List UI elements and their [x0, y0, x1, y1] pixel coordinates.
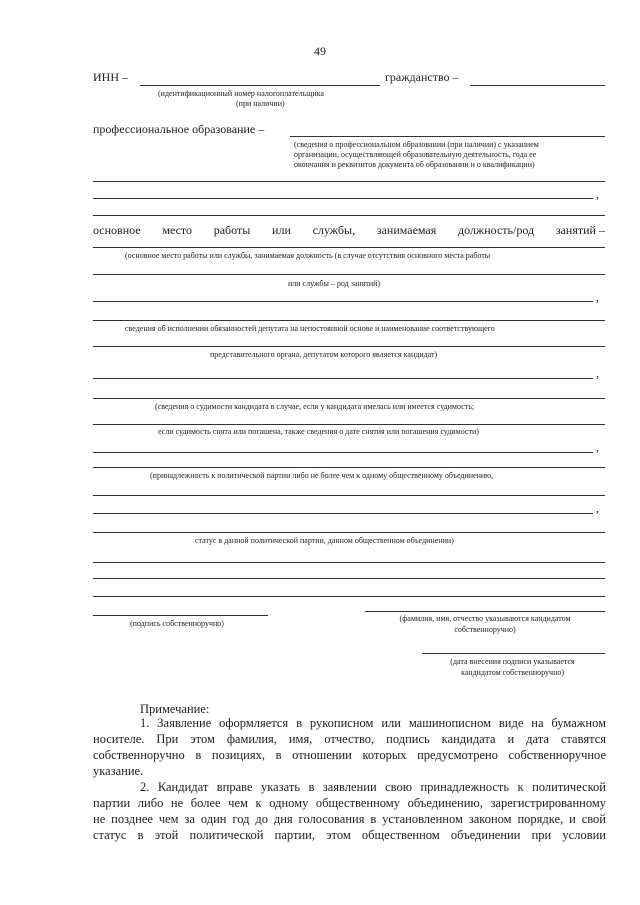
note-p2-line: партии либо не более чем к одному общественному объединению, зарегистрированному — [93, 796, 606, 810]
date-line[interactable] — [422, 653, 605, 654]
work-word: работы — [213, 223, 251, 237]
full-name-hint-1: (фамилия, имя, отчество указываются кандидатом — [399, 614, 571, 623]
comma: , — [596, 187, 599, 201]
comma: , — [596, 501, 599, 515]
citizenship-field-line[interactable] — [470, 85, 605, 86]
work-line-2[interactable] — [93, 274, 605, 275]
work-word: или — [272, 223, 291, 237]
full-name-line[interactable] — [365, 611, 605, 612]
work-word: место — [162, 223, 192, 237]
blank-line[interactable] — [93, 596, 605, 597]
conviction-line-3[interactable] — [93, 452, 593, 453]
work-word: занимаемая — [376, 223, 437, 237]
work-word: службы, — [312, 223, 356, 237]
education-label: профессиональное образование – — [93, 122, 265, 136]
party-line-3[interactable] — [93, 513, 593, 514]
deputy-hint-2: представительного органа, депутатом которого является кандидат) — [210, 350, 438, 359]
note-p2-line: 2. Кандидат вправе указать в заявлении свою принадлежность к политической — [140, 780, 606, 794]
party-hint-2: статус в данной политической партии, данном общественном объединении) — [195, 536, 454, 545]
date-hint-1: (дата внесения подписи указывается — [450, 657, 575, 666]
work-line-1[interactable] — [93, 247, 605, 248]
conviction-hint-1: (сведения о судимости кандидата в случае, если у кандидата имелась или имеется судимость; — [155, 402, 475, 411]
citizenship-label: гражданство – — [385, 70, 459, 84]
full-name-hint-2: собственноручно) — [454, 625, 516, 634]
note-p1-line: собственноручно в позициях, в отношении которых предусмотрено собственноручное — [93, 748, 606, 762]
note-p1-line: указание. — [93, 764, 144, 778]
work-word: занятий – — [555, 223, 605, 237]
education-hint-1: (сведения о профессиональном образовании (при наличии) с указанием — [294, 140, 539, 149]
blank-line[interactable] — [93, 562, 605, 563]
inn-label: ИНН – — [93, 70, 128, 84]
conviction-hint-2: если судимость снята или погашена, также сведения о дате снятия или погашения судимости) — [158, 427, 479, 436]
deputy-line-2[interactable] — [93, 346, 605, 347]
education-line-3[interactable] — [93, 198, 593, 199]
conviction-line-1[interactable] — [93, 398, 605, 399]
signature-line[interactable] — [93, 615, 268, 616]
blank-line[interactable] — [93, 578, 605, 579]
work-hint-1: (основное место работы или службы, занимаемая должность (в случае отсутствия основного места работы — [125, 251, 491, 260]
comma: , — [596, 440, 599, 454]
note-p2-line: статус в этой политической партии, этом общественном объединении при условии — [93, 828, 606, 842]
inn-hint-1: (идентификационный номер налогоплательщика — [158, 89, 324, 98]
work-hint-2: или службы – род занятий) — [288, 279, 381, 288]
conviction-line-2[interactable] — [93, 424, 605, 425]
page-number: 49 — [314, 44, 326, 58]
note-p1-line: 1. Заявление оформляется в рукописном или машинописном виде на бумажном — [140, 716, 606, 730]
deputy-hint-1: сведения об исполнении обязанностей депутата на непостоянной основе и наименование соответствующего — [125, 324, 495, 333]
deputy-line-3[interactable] — [93, 378, 593, 379]
work-word: основное — [93, 223, 141, 237]
party-line-2[interactable] — [93, 495, 605, 496]
party-line-4[interactable] — [93, 532, 605, 533]
education-field-line[interactable] — [290, 136, 605, 137]
inn-hint-2: (при наличии) — [236, 99, 285, 108]
comma: , — [596, 290, 599, 304]
comma: , — [596, 366, 599, 380]
date-hint-2: кандидатом собственноручно) — [460, 668, 565, 677]
note-p2-line: не позднее чем за один год до дня голосования в установленном законом порядке, и свой — [93, 812, 606, 826]
work-word: должность/род — [458, 223, 535, 237]
education-hint-3: окончания и реквизитов документа об образовании и о квалификации) — [294, 160, 535, 169]
deputy-line-1[interactable] — [93, 320, 605, 321]
signature-hint: (подпись собственноручно) — [130, 619, 224, 628]
inn-field-line[interactable] — [140, 85, 380, 86]
party-hint-1: (принадлежность к политической партии либо не более чем к одному общественному объединению, — [150, 471, 494, 480]
party-line-1[interactable] — [93, 467, 605, 468]
education-hint-2: организации, осуществляющей образовательную деятельность, года ее — [294, 150, 537, 159]
education-line-4[interactable] — [93, 215, 605, 216]
note-p1-line: носителе. При этом фамилия, имя, отчество, подпись кандидата и дата ставятся — [93, 732, 606, 746]
work-line-3[interactable] — [93, 301, 593, 302]
education-line-2[interactable] — [93, 181, 605, 182]
note-title: Примечание: — [140, 702, 210, 716]
work-label — [93, 223, 605, 237]
